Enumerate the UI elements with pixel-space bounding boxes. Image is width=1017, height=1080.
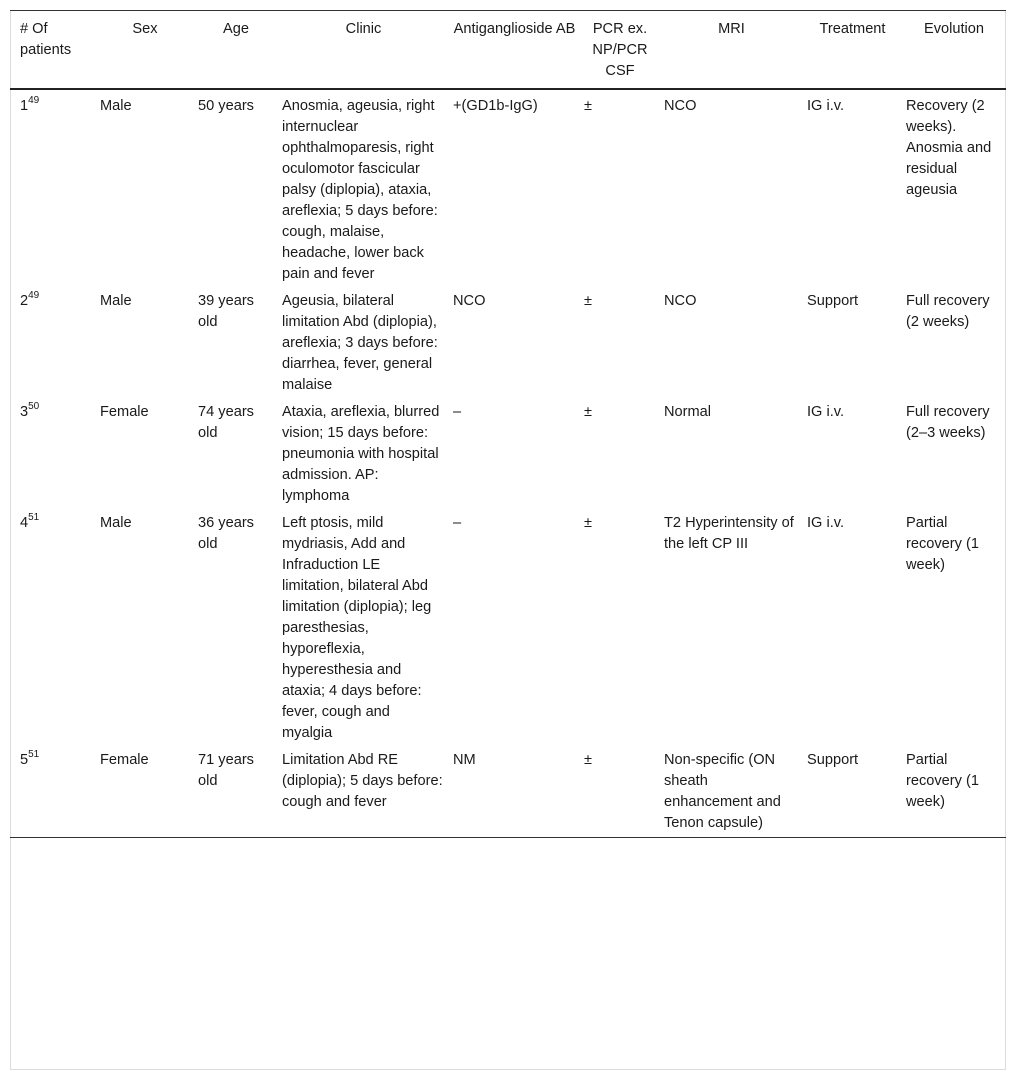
table-row	[10, 89, 1006, 285]
cell-mri: NCO	[664, 293, 697, 309]
reference-superscript: 51	[28, 512, 40, 524]
cell-patient-number: $1^{49}$	[20, 95, 40, 114]
cell-treatment: IG i.v.	[807, 98, 845, 114]
cell-pcr: ±	[584, 515, 593, 531]
cell-clinic: Ataxia, areflexia, blurred vision; 15 days before: pneumonia with hospital admission. AP: lymphoma	[282, 404, 440, 504]
table-row	[10, 285, 1006, 396]
cell-antiganglioside-ab: +(GD1b-IgG)	[453, 98, 538, 114]
cell-pcr: ±	[584, 404, 593, 420]
cell-evolution: Full recovery (2 weeks)	[906, 293, 990, 330]
table-row	[10, 507, 1006, 744]
patients-table	[10, 10, 1006, 838]
header-row	[10, 11, 1006, 90]
header-mri: MRI	[718, 21, 745, 37]
cell-age: 39 years old	[198, 293, 254, 330]
cell-clinic: Ageusia, bilateral limitation Abd (diplopia), areflexia; 3 days before: diarrhea, fever, general malaise	[282, 293, 438, 393]
reference-superscript: 49	[28, 290, 40, 302]
cell-evolution: Full recovery (2–3 weeks)	[906, 404, 990, 441]
cell-patient-number: $4^{51}$	[20, 512, 40, 531]
cell-clinic: Limitation Abd RE (diplopia); 5 days before: cough and fever	[282, 752, 443, 810]
header-treatment: Treatment	[819, 21, 886, 37]
cell-mri: NCO	[664, 98, 697, 114]
cell-treatment: Support	[807, 752, 859, 768]
cell-sex: Male	[100, 293, 132, 309]
cell-mri: Normal	[664, 404, 712, 420]
cell-age: 71 years old	[198, 752, 254, 789]
cell-age: 50 years	[198, 98, 254, 114]
header-sex: Sex	[132, 21, 158, 37]
cell-antiganglioside-ab: –	[453, 404, 462, 420]
cell-treatment: IG i.v.	[807, 515, 845, 531]
cell-sex: Male	[100, 98, 132, 114]
cell-age: 36 years old	[198, 515, 254, 552]
cell-pcr: ±	[584, 752, 593, 768]
table-row	[10, 396, 1006, 507]
header-clinic: Clinic	[345, 21, 382, 37]
cell-evolution: Recovery (2 weeks). Anosmia and residual ageusia	[906, 98, 992, 198]
cell-pcr: ±	[584, 98, 593, 114]
cell-mri: T2 Hyperintensity of the left CP III	[664, 515, 794, 552]
header-patients: # Of patients	[20, 21, 72, 58]
cell-patient-number: $5^{51}$	[20, 749, 40, 768]
cell-clinic: Anosmia, ageusia, right internuclear ophthalmoparesis, right oculomotor fascicular palsy (diplopia), ataxia, areflexia; 5 days before: cough, malaise, headache, lower back pain and fever	[282, 98, 438, 282]
reference-superscript: 49	[28, 95, 40, 107]
cell-antiganglioside-ab: –	[453, 515, 462, 531]
cell-mri: Non-specific (ON sheath enhancement and Tenon capsule)	[664, 752, 781, 831]
cell-treatment: IG i.v.	[807, 404, 845, 420]
reference-superscript: 51	[28, 749, 40, 761]
cell-evolution: Partial recovery (1 week)	[906, 752, 979, 810]
reference-superscript: 50	[28, 401, 40, 413]
table-row	[10, 744, 1006, 838]
header-age: Age	[223, 21, 249, 37]
cell-antiganglioside-ab: NM	[453, 752, 476, 768]
cell-treatment: Support	[807, 293, 859, 309]
cell-sex: Male	[100, 515, 132, 531]
cell-sex: Female	[100, 404, 149, 420]
cell-antiganglioside-ab: NCO	[453, 293, 486, 309]
cell-evolution: Partial recovery (1 week)	[906, 515, 979, 573]
header-evolution: Evolution	[923, 21, 985, 37]
cell-clinic: Left ptosis, mild mydriasis, Add and Infraduction LE limitation, bilateral Abd limitation (diplopia); leg paresthesias, hyporeflexia, hyperesthesia and ataxia; 4 days before: fever, cough and myalgia	[282, 515, 432, 741]
header-pcr: PCR ex. NP/PCR CSF	[592, 21, 648, 79]
cell-patient-number: $3^{50}$	[20, 401, 40, 420]
cell-age: 74 years old	[198, 404, 254, 441]
cell-pcr: ±	[584, 293, 593, 309]
cell-patient-number: $2^{49}$	[20, 290, 40, 309]
header-antiganglioside-ab: Antiganglioside AB	[453, 21, 576, 37]
cell-sex: Female	[100, 752, 149, 768]
